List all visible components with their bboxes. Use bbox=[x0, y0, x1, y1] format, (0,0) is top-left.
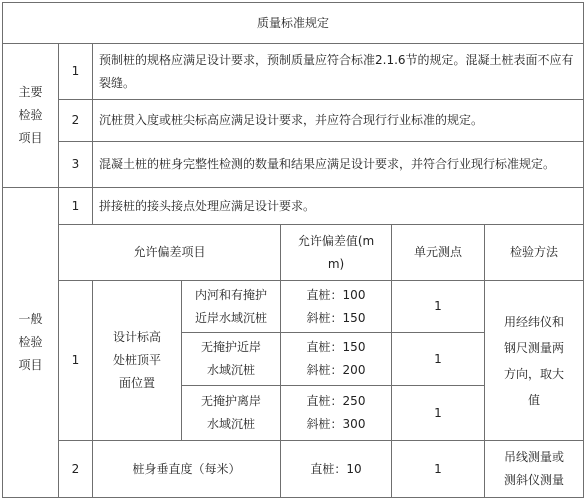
label-line: 设计标高 bbox=[112, 330, 161, 344]
sub-item-values bbox=[280, 385, 391, 440]
verticality-method bbox=[484, 440, 584, 498]
value-line: 斜桩：200 bbox=[306, 363, 366, 377]
num-text: 3 bbox=[71, 157, 80, 171]
sub-item-points bbox=[391, 280, 484, 332]
num-text: 1 bbox=[71, 64, 80, 78]
row-number bbox=[58, 99, 92, 141]
main-item-text bbox=[92, 99, 584, 141]
header-text: 检验方法 bbox=[509, 245, 558, 259]
points-text: 1 bbox=[434, 461, 442, 476]
title-text: 质量标准规定 bbox=[256, 15, 329, 30]
general-item-text bbox=[92, 187, 584, 224]
header-points bbox=[391, 224, 484, 280]
sub-line: 内河和有掩护 bbox=[194, 287, 267, 302]
header-text: 允许偏差项目 bbox=[133, 245, 206, 259]
value-line: 直桩：250 bbox=[306, 394, 366, 408]
general-group-label bbox=[2, 187, 58, 498]
value-line: 直桩：150 bbox=[306, 340, 366, 354]
sub-line: 水域沉桩 bbox=[206, 417, 255, 431]
row-number bbox=[58, 280, 92, 440]
method-line: 用经纬仪和 bbox=[503, 314, 564, 329]
header-line: 允许偏差值(m bbox=[297, 233, 375, 248]
sub-line: 无掩护离岸 bbox=[200, 394, 261, 408]
method-line: 方向，取大 bbox=[503, 366, 564, 381]
value-line: 斜桩：300 bbox=[306, 417, 366, 431]
row-number bbox=[58, 141, 92, 187]
label-line: 检验 bbox=[18, 335, 43, 349]
verticality-value bbox=[280, 440, 391, 498]
sub-item-points bbox=[391, 385, 484, 440]
label-line: 项目 bbox=[18, 131, 43, 145]
label-line: 主要 bbox=[18, 85, 43, 99]
value-line: 斜桩：150 bbox=[306, 310, 366, 325]
label-line: 项目 bbox=[18, 358, 43, 372]
item-text: 沉桩贯入度或桩尖标高应满足设计要求，并应符合现行行业标准的规定。 bbox=[99, 113, 484, 127]
header-item bbox=[58, 224, 280, 280]
num-text: 2 bbox=[71, 461, 80, 476]
main-item-text bbox=[92, 141, 584, 187]
sub-item-name bbox=[181, 280, 280, 332]
value-text: 直桩：10 bbox=[310, 461, 362, 476]
sub-line: 水域沉桩 bbox=[206, 363, 255, 377]
sub-line: 近岸水域沉桩 bbox=[194, 310, 267, 325]
num-text: 2 bbox=[71, 113, 80, 127]
method-line: 钢尺测量两 bbox=[503, 340, 564, 355]
item-text: 拼接桩的接头接点处理应满足设计要求。 bbox=[99, 198, 316, 213]
points-text: 1 bbox=[434, 351, 442, 366]
sub-item-points bbox=[391, 332, 484, 385]
num-text: 1 bbox=[71, 198, 80, 213]
header-line: m) bbox=[327, 256, 345, 271]
verticality-points bbox=[391, 440, 484, 498]
deviation-label bbox=[92, 280, 181, 440]
label-line: 一般 bbox=[18, 312, 43, 326]
item-text: 桩身垂直度（每米） bbox=[132, 461, 241, 476]
header-text: 单元测点 bbox=[413, 245, 462, 259]
item-text: 混凝土桩的桩身完整性检测的数量和结果应满足设计要求，并符合行业现行标准规定。 bbox=[99, 157, 556, 171]
main-group-label bbox=[2, 43, 58, 187]
method-line: 值 bbox=[527, 392, 540, 407]
row-number bbox=[58, 187, 92, 224]
item-text: 预制桩的规格应满足设计要求，预制质量应符合标准2.1.6节的规定。混凝土桩表面不应有裂缝。 bbox=[99, 52, 574, 90]
table-title bbox=[2, 2, 584, 43]
header-method bbox=[484, 224, 584, 280]
verticality-item bbox=[92, 440, 280, 498]
num-text: 1 bbox=[71, 353, 80, 367]
header-value bbox=[280, 224, 391, 280]
sub-line: 无掩护近岸 bbox=[200, 340, 261, 354]
row-number bbox=[58, 440, 92, 498]
sub-item-name bbox=[181, 385, 280, 440]
label-line: 面位置 bbox=[118, 376, 155, 390]
points-text: 1 bbox=[434, 405, 442, 420]
label-line: 处桩顶平 bbox=[112, 353, 161, 367]
label-line: 检验 bbox=[18, 108, 43, 122]
sub-item-values bbox=[280, 280, 391, 332]
sub-item-values bbox=[280, 332, 391, 385]
method-line: 吊线测量或 bbox=[503, 450, 564, 464]
points-text: 1 bbox=[434, 299, 442, 313]
method-line: 测斜仪测量 bbox=[503, 473, 564, 487]
deviation-method bbox=[484, 280, 584, 440]
row-number bbox=[58, 43, 92, 99]
main-item-text bbox=[92, 43, 584, 99]
sub-item-name bbox=[181, 332, 280, 385]
value-line: 直桩：100 bbox=[306, 287, 366, 302]
